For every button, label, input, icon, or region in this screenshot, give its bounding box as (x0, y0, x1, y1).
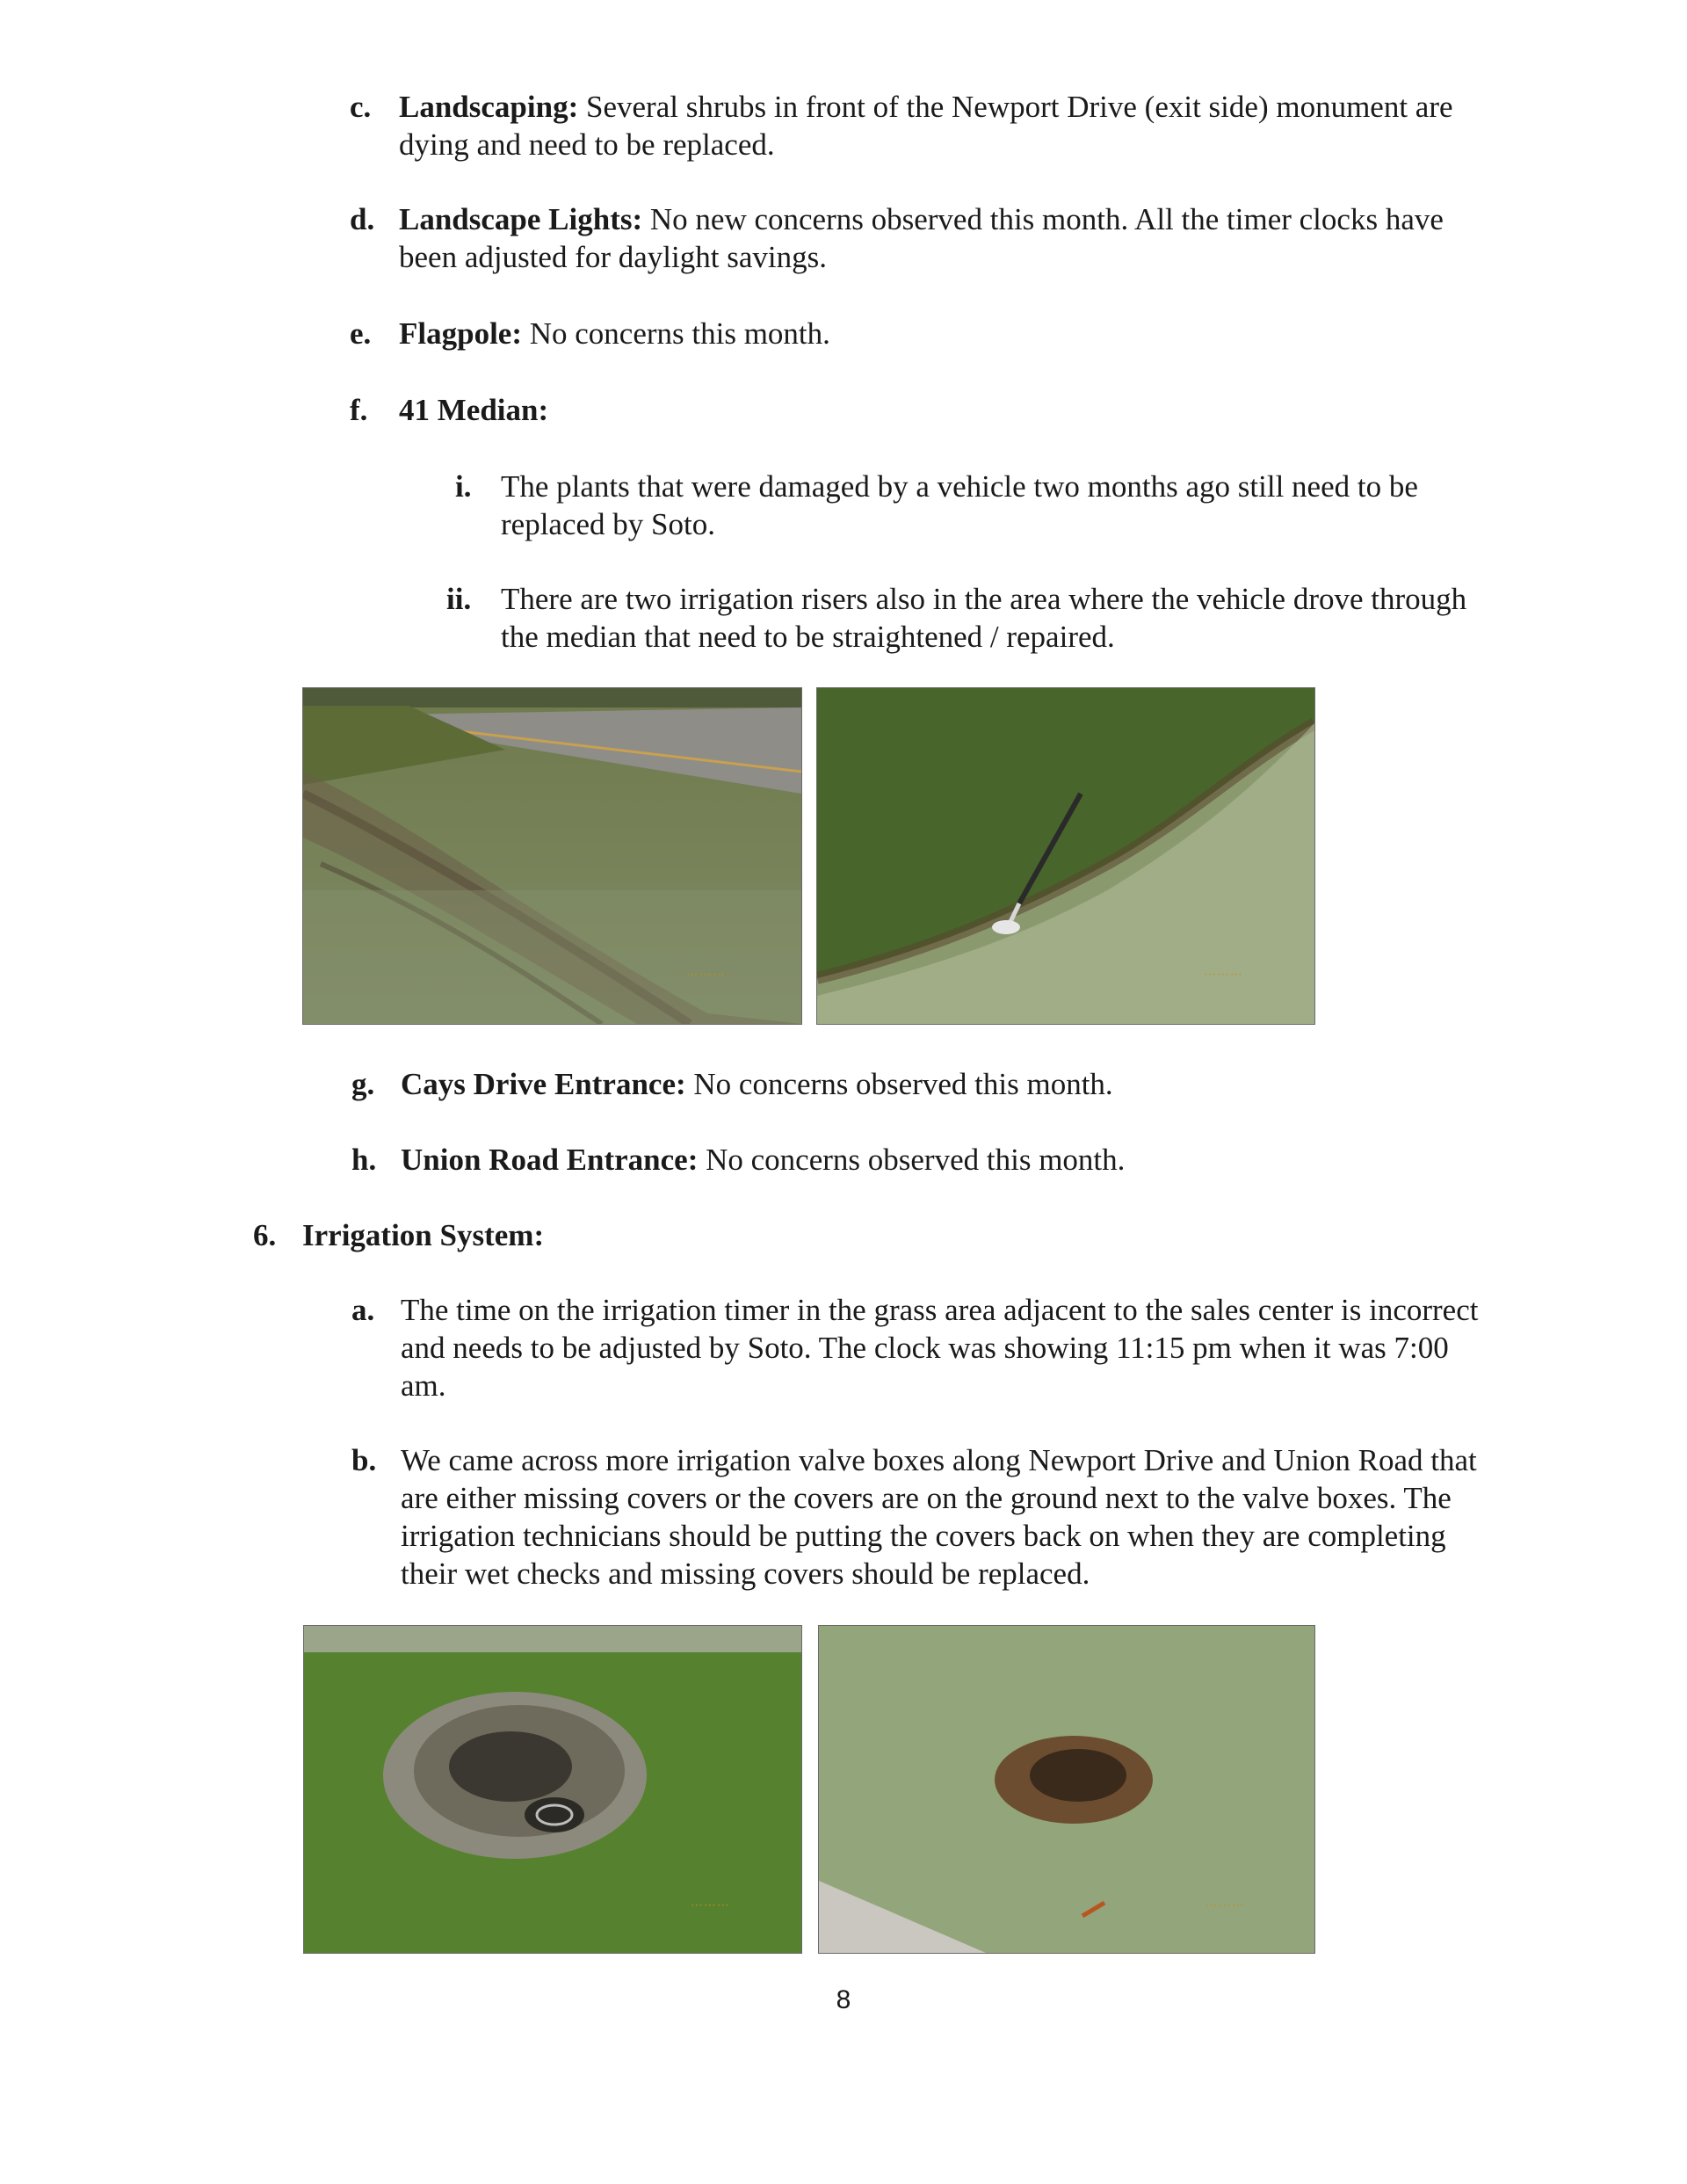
median-damage-photo (302, 687, 802, 1025)
section-6-item-a-marker: a. (351, 1293, 375, 1327)
item-g-marker: g. (351, 1067, 375, 1101)
item-g-heading: Cays Drive Entrance: (401, 1067, 686, 1101)
item-f-i-marker: i. (455, 469, 472, 504)
item-e-text: No concerns this month. (529, 316, 830, 351)
irrigation-riser-photo (816, 687, 1315, 1025)
item-e-heading: Flagpole: (399, 316, 522, 351)
item-e-body (399, 315, 1488, 352)
section-6-heading: Irrigation System: (302, 1218, 545, 1252)
item-f-heading: 41 Median: (399, 393, 549, 427)
item-g (351, 1065, 1494, 1105)
item-h-text: No concerns observed this month. (706, 1143, 1126, 1177)
item-g-body (401, 1065, 1490, 1103)
item-d (350, 200, 1492, 279)
item-c (350, 88, 1492, 167)
item-c-body (399, 88, 1488, 163)
item-f (350, 391, 1492, 431)
photo-date-stamp: ⋯⋯⋯ (686, 968, 726, 982)
item-d-heading: Landscape Lights: (399, 202, 643, 236)
section-6-body (302, 1216, 1444, 1254)
item-f-body (399, 391, 1488, 429)
section-6-item-a-text: The time on the irrigation timer in the grass area adjacent to the sales center is incorrect and needs to be adjusted by Soto. The clock was showing 11:15 pm when it was 7:00 am. (401, 1293, 1479, 1403)
item-f-marker: f. (350, 393, 368, 427)
section-6-item-b (351, 1441, 1494, 1600)
item-g-text: No concerns observed this month. (693, 1067, 1113, 1101)
item-f-ii-text: There are two irrigation risers also in the area where the vehicle drove through the median that need to be straightened / repaired. (501, 582, 1467, 654)
item-f-ii (446, 580, 1492, 659)
item-f-i (455, 468, 1492, 547)
photo-date-stamp: ⋯⋯⋯ (1206, 1898, 1245, 1912)
item-d-marker: d. (350, 202, 375, 236)
photo-date-stamp: ⋯⋯⋯ (691, 1898, 730, 1912)
section-6-marker: 6. (253, 1218, 277, 1252)
section-6-item-b-marker: b. (351, 1443, 377, 1477)
item-h-heading: Union Road Entrance: (401, 1143, 699, 1177)
item-c-marker: c. (350, 90, 372, 124)
valve-box-photo-1 (303, 1625, 802, 1954)
item-h-marker: h. (351, 1143, 377, 1177)
item-c-heading: Landscaping: (399, 90, 579, 124)
item-c-text: Several shrubs in front of the Newport Drive (exit side) monument are dying and need to be replaced. (399, 90, 1453, 162)
valve-box-photo-2 (818, 1625, 1315, 1954)
item-h-body (401, 1141, 1490, 1179)
section-6-item-b-text: We came across more irrigation valve boxes along Newport Drive and Union Road that are either missing covers or the covers are on the ground next to the valve boxes. The irrigation technicians should be putting the covers back on when they are completing their wet checks and missing covers should be replaced. (401, 1443, 1477, 1591)
item-d-text: No new concerns observed this month. All the timer clocks have been adjusted for daylight savings. (399, 202, 1444, 274)
item-f-ii-marker: ii. (446, 582, 472, 616)
photo-date-stamp: ⋯⋯⋯ (1204, 968, 1243, 982)
section-6-item-a (351, 1291, 1494, 1410)
item-f-i-text: The plants that were damaged by a vehicle two months ago still need to be replaced by Soto. (501, 469, 1418, 541)
item-h (351, 1141, 1494, 1180)
item-e (350, 315, 1492, 354)
page-number: 8 (836, 1985, 851, 2014)
item-e-marker: e. (350, 316, 372, 351)
section-6 (253, 1216, 1483, 1256)
item-d-body (399, 200, 1488, 276)
